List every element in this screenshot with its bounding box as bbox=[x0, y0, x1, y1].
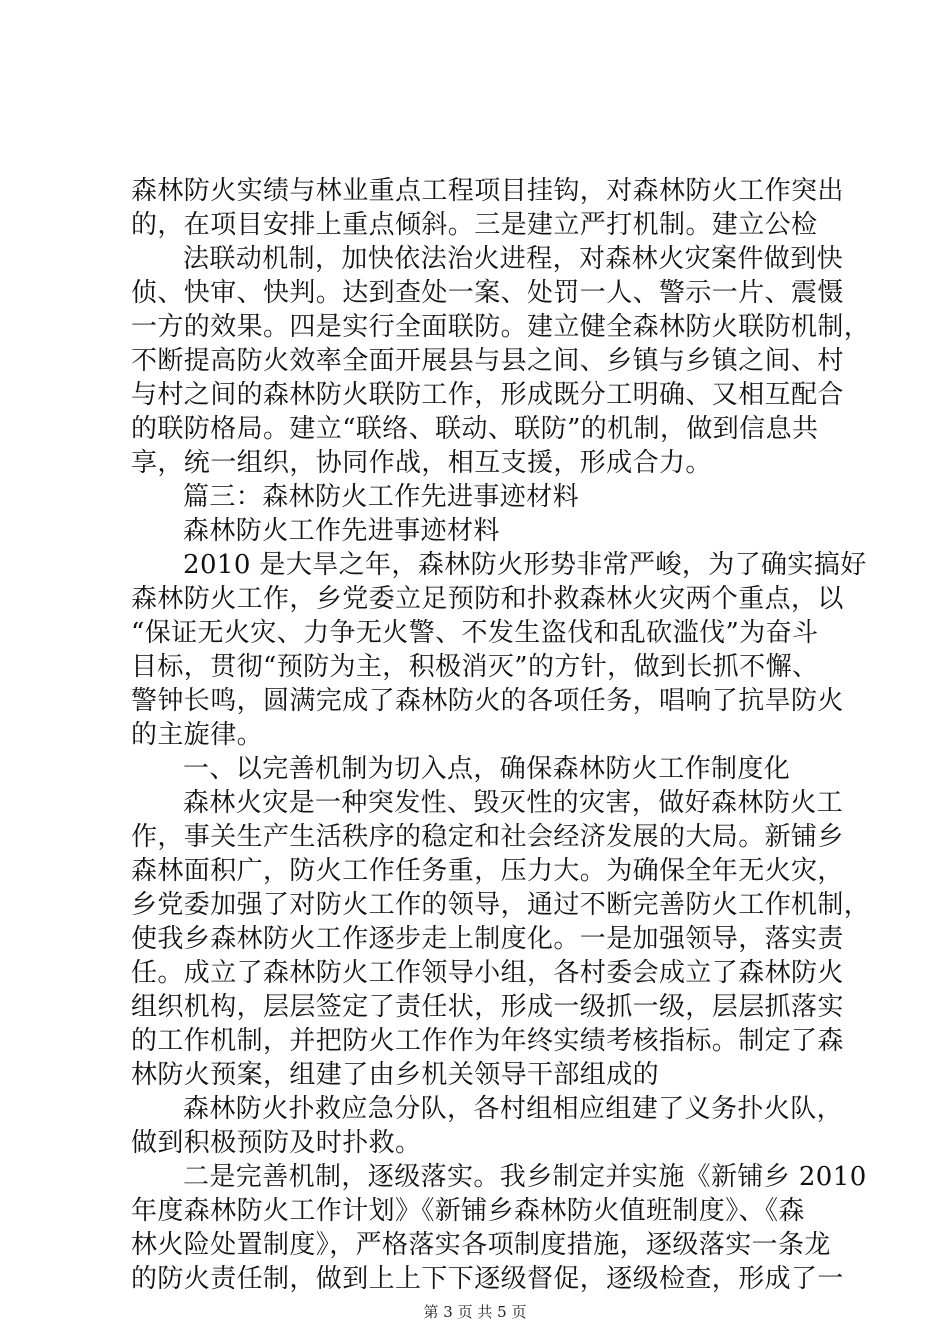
text-line: 二是完善机制，逐级落实。我乡制定并实施《新铺乡 2010 bbox=[183, 1162, 867, 1192]
text-line: 的工作机制，并把防火工作作为年终实绩考核指标。制定了森 bbox=[131, 1026, 844, 1056]
text-line: 组织机构，层层签定了责任状，形成一级抓一级，层层抓落实 bbox=[131, 992, 844, 1022]
text-line: 享，统一组织，协同作战，相互支援，形成合力。 bbox=[131, 448, 712, 478]
page-footer bbox=[0, 1302, 950, 1322]
text-line: 警钟长鸣，圆满完成了森林防火的各项任务，唱响了抗旱防火 bbox=[131, 686, 844, 716]
text-line: 一方的效果。四是实行全面联防。建立健全森林防火联防机制， bbox=[131, 312, 871, 342]
text-line: 做到积极预防及时扑救。 bbox=[131, 1128, 422, 1158]
text-line: “保证无火灾、力争无火警、不发生盗伐和乱砍滥伐”为奋斗 bbox=[131, 618, 819, 648]
text-line: 的主旋律。 bbox=[131, 720, 264, 750]
text-line: 年度森林防火工作计划》《新铺乡森林防火值班制度》、《森 bbox=[131, 1196, 805, 1226]
text-line: 的，在项目安排上重点倾斜。三是建立严打机制。建立公检 bbox=[131, 210, 818, 240]
text-line: 森林面积广，防火工作任务重，压力大。为确保全年无火灾， bbox=[131, 856, 844, 886]
document-body bbox=[131, 174, 871, 1296]
text-line: 森林防火工作，乡党委立足预防和扑救森林火灾两个重点，以 bbox=[131, 584, 844, 614]
article-title: 森林防火工作先进事迹材料 bbox=[183, 516, 500, 546]
text-line: 任。成立了森林防火工作领导小组，各村委会成立了森林防火 bbox=[131, 958, 844, 988]
text-line: 作，事关生产生活秩序的稳定和社会经济发展的大局。新铺乡 bbox=[131, 822, 844, 852]
text-line: 乡党委加强了对防火工作的领导，通过不断完善防火工作机制， bbox=[131, 890, 871, 920]
text-line: 森林火灾是一种突发性、毁灭性的灾害，做好森林防火工 bbox=[183, 788, 844, 818]
text-line: 侦、快审、快判。达到查处一案、处罚一人、警示一片、震慑 bbox=[131, 278, 844, 308]
text-line: 森林防火扑救应急分队，各村组相应组建了义务扑火队， bbox=[183, 1094, 844, 1124]
text-line: 森林防火实绩与林业重点工程项目挂钩，对森林防火工作突出 bbox=[131, 176, 844, 206]
text-line: 使我乡森林防火工作逐步走上制度化。一是加强领导，落实责 bbox=[131, 924, 844, 954]
text-line: 的联防格局。建立“联络、联动、联防”的机制，做到信息共 bbox=[131, 414, 819, 444]
text-line: 不断提高防火效率全面开展县与县之间、乡镇与乡镇之间、村 bbox=[131, 346, 844, 376]
section-heading: 篇三：森林防火工作先进事迹材料 bbox=[183, 482, 580, 512]
text-line: 林防火预案，组建了由乡机关领导干部组成的 bbox=[131, 1060, 660, 1090]
text-line: 2010 是大旱之年，森林防火形势非常严峻，为了确实搞好 bbox=[183, 550, 867, 580]
text-line: 目标，贯彻“预防为主，积极消灭”的方针，做到长抓不懈、 bbox=[131, 652, 819, 682]
page-number: 第 3 页 共 5 页 bbox=[423, 1303, 527, 1321]
text-line: 的防火责任制，做到上上下下逐级督促，逐级检查，形成了一 bbox=[131, 1264, 844, 1294]
subsection-heading: 一、以完善机制为切入点，确保森林防火工作制度化 bbox=[183, 754, 791, 784]
text-line: 与村之间的森林防火联防工作，形成既分工明确、又相互配合 bbox=[131, 380, 844, 410]
text-line: 林火险处置制度》，严格落实各项制度措施，逐级落实一条龙 bbox=[131, 1230, 831, 1260]
text-line: 法联动机制，加快依法治火进程，对森林火灾案件做到快 bbox=[183, 244, 844, 274]
